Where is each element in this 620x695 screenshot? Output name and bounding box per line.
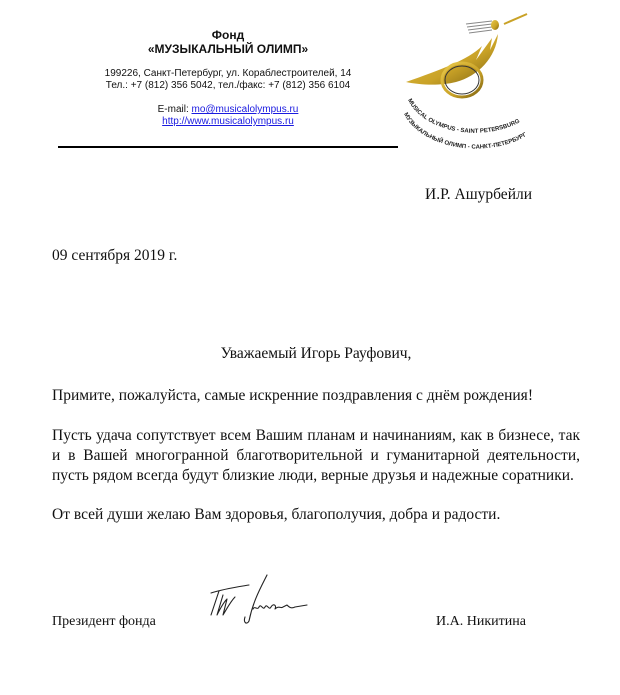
address: 199226, Санкт-Петербург, ул. Кораблестроителей, 14 xyxy=(104,68,352,79)
comet-tail xyxy=(504,14,527,24)
handwritten-signature-icon xyxy=(203,571,313,631)
website-link[interactable]: http://www.musicalolympus.ru xyxy=(162,116,294,127)
letterhead xyxy=(58,28,398,128)
svg-text:MUSICAL OLYMPUS - SAINT PETERS xyxy=(406,98,521,135)
header-divider xyxy=(58,146,398,148)
recipient-name: И.Р. Ашурбейли xyxy=(425,186,533,203)
signatory-name: И.А. Никитина xyxy=(436,614,526,629)
paragraph-congratulations: Примите, пожалуйста, самые искренние поздравления с днём рождения! xyxy=(52,387,533,404)
email-line xyxy=(58,104,398,116)
paragraph-wishes: Пусть удача сопутствует всем Вашим планам и начинаниям, как в бизнесе, так и в Вашей многогранной благотворительной и гуманитарной деятельности, пусть рядом всегда будут близкие люди, верные друзья и надежные соратники. xyxy=(52,427,580,484)
comet-streaks xyxy=(466,21,492,33)
org-type: Фонд xyxy=(211,28,245,42)
email-label: E-mail: xyxy=(157,104,192,115)
logo-ring-text-ru: МУЗЫКАЛЬНЫЙ ОЛИМП - САНКТ-ПЕТЕРБУРГ xyxy=(402,111,528,151)
org-name: «МУЗЫКАЛЬНЫЙ ОЛИМП» xyxy=(147,42,309,56)
salutation: Уважаемый Игорь Рауфович, xyxy=(220,345,412,362)
phones: Тел.: +7 (812) 356 5042, тел./факс: +7 (812) 356 6104 xyxy=(105,80,351,91)
signature-title: Президент фонда xyxy=(52,614,156,629)
website-line xyxy=(58,116,398,128)
letter-body xyxy=(0,185,620,651)
header xyxy=(0,0,620,160)
online-contacts xyxy=(58,104,398,128)
logo-ring-text-en: MUSICAL OLYMPUS - SAINT PETERSBURG xyxy=(406,98,521,135)
contact-block xyxy=(58,68,398,92)
signature-row xyxy=(52,571,580,651)
paragraph-closing: От всей души желаю Вам здоровья, благополучия, добра и радости. xyxy=(52,506,501,523)
email-link[interactable]: mo@musicalolympus.ru xyxy=(191,104,299,115)
comet-head xyxy=(491,20,499,30)
musical-olympus-logo-icon xyxy=(400,2,550,152)
letter-date: 09 сентября 2019 г. xyxy=(52,247,178,264)
lightning-shape xyxy=(406,34,498,85)
